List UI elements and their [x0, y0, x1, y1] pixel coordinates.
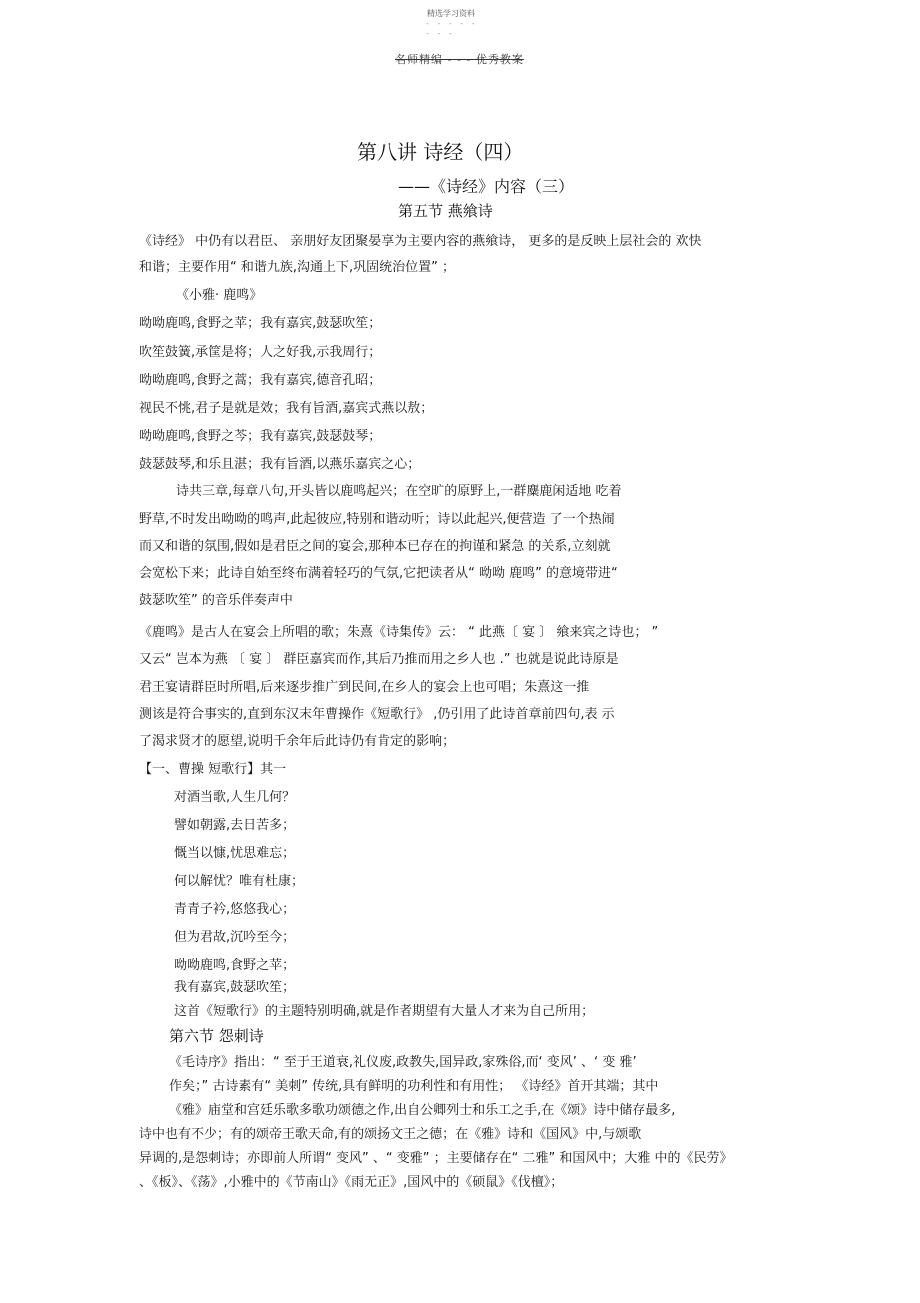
- section6-line: 、《板》、《荡》,小雅中的《节南山》《雨无正》,国风中的《硕鼠》《伐檀》；: [139, 1175, 564, 1190]
- section6-line: 诗中也有不少；有的颂帝王歌天命,有的颂扬文王之德；在《雅》诗和《国风》中,与颂歌: [139, 1127, 642, 1142]
- intro-line-1: 《诗经》 中仍有以君臣、 亲朋好友团聚晏享为主要内容的燕飨诗， 更多的是反映上层社会的 欢快: [139, 234, 702, 249]
- header-dots-2: - - -: [426, 29, 455, 38]
- section6-heading: 第六节 怨刺诗: [169, 1027, 264, 1045]
- caocao-line: 何以解忧？唯有杜康；: [174, 874, 305, 889]
- poem-line: 呦呦鹿鸣,食野之苹；我有嘉宾,鼓瑟吹笙；: [139, 316, 382, 331]
- analysis-line: 诗共三章,每章八句,开头皆以鹿鸣起兴；在空旷的原野上,一群麋鹿闲适地 吃着: [176, 484, 622, 499]
- section6-line: 《毛诗序》指出：“ 至于王道衰,礼仪废,政教失,国异政,家殊俗,而‘ 变风’ 、‘ 变 雅’: [169, 1055, 637, 1070]
- page-subtitle: ——《诗经》内容（三）: [398, 177, 575, 196]
- poem-line: 视民不恌,君子是就是效；我有旨酒,嘉宾式燕以敖；: [139, 401, 434, 416]
- intro-line-2: 和谐；主要作用“ 和谐九族,沟通上下,巩固统治位置” ；: [139, 260, 455, 275]
- caocao-line: 但为君故,沉吟至今；: [174, 930, 296, 945]
- poem-line: 呦呦鹿鸣,食野之芩；我有嘉宾,鼓瑟鼓琴；: [139, 429, 382, 444]
- caocao-note: 这首《短歌行》的主题特别明确,就是作者期望有大量人才来为自己所用；: [174, 1004, 595, 1019]
- header-dots-1: - - - - -: [426, 19, 478, 28]
- poem-title-luming: 《小雅· 鹿鸣》: [176, 288, 263, 303]
- section5-heading: 第五节 燕飨诗: [398, 202, 493, 220]
- analysis-line: 而又和谐的氛围,假如是君臣之间的宴会,那种本已存在的拘谨和紧急 的关系,立刻就: [139, 539, 611, 554]
- caocao-line: 譬如朝露,去日苦多；: [174, 818, 296, 833]
- poem-line: 吹笙鼓簧,承筐是将；人之好我,示我周行；: [139, 345, 382, 360]
- page-title: 第八讲 诗经（四）: [357, 140, 524, 164]
- note-line: 了渴求贤才的愿望,说明千余年后此诗仍有肯定的影响；: [139, 734, 456, 749]
- analysis-line: 野草,不时发出呦呦的鸣声,此起彼应,特别和谐动听；诗以此起兴,便营造 了一个热闹: [139, 512, 615, 527]
- caocao-line: 青青子衿,悠悠我心；: [174, 902, 296, 917]
- analysis-line: 会宽松下来；此诗自始至终布满着轻巧的气氛,它把读者从“ 呦呦 鹿鸣” 的意境带进“: [139, 566, 618, 581]
- caocao-line: 呦呦鹿鸣,食野之苹；: [174, 958, 296, 973]
- section6-line: 作矣；” 古诗素有“ 美刺” 传统,具有鲜明的功利性和有用性； 《诗经》首开其端；其中: [169, 1079, 659, 1094]
- note-line: 《鹿鸣》是古人在宴会上所唱的歌；朱熹《诗集传》云： “ 此燕〔 宴 〕 飨来宾之诗也； ”: [139, 625, 659, 640]
- caocao-line: 对酒当歌,人生几何？: [174, 790, 296, 805]
- analysis-line: 鼓瑟吹笙” 的音乐伴奏声中: [139, 593, 293, 608]
- header-banner: 名师精编 - - - 优秀教案: [395, 53, 524, 66]
- header-small-label: 精选学习资料: [427, 9, 475, 18]
- caocao-line: 慨当以慷,忧思难忘；: [174, 846, 296, 861]
- poem-line: 鼓瑟鼓琴,和乐且湛；我有旨酒,以燕乐嘉宾之心；: [139, 457, 421, 472]
- poem-line: 呦呦鹿鸣,食野之蒿；我有嘉宾,德音孔昭；: [139, 373, 382, 388]
- note-line: 测该是符合事实的,直到东汉末年曹操作《短歌行》 ,仍引用了此诗首章前四句,表 示: [139, 707, 615, 722]
- section6-line: 异调的,是怨刺诗；亦即前人所谓“ 变风” 、“ 变雅” ；主要储存在“ 二雅” 和国风中；大雅 中的《民劳》: [139, 1151, 733, 1166]
- note-line: 君王宴请群臣时所唱,后来逐步推广到民间,在乡人的宴会上也可唱；朱熹这一推: [139, 680, 590, 695]
- caocao-title: 【一、曹操 短歌行】其一: [139, 762, 287, 777]
- caocao-line: 我有嘉宾,鼓瑟吹笙；: [174, 980, 296, 995]
- section6-line: 《雅》庙堂和宫廷乐歌多歌功颂德之作,出自公卿列士和乐工之手,在《颂》诗中储存最多,: [169, 1103, 676, 1118]
- note-line: 又云“ 岂本为燕 〔 宴 〕 群臣嘉宾而作,其后乃推而用之乡人也 .” 也就是说此诗原是: [139, 652, 619, 667]
